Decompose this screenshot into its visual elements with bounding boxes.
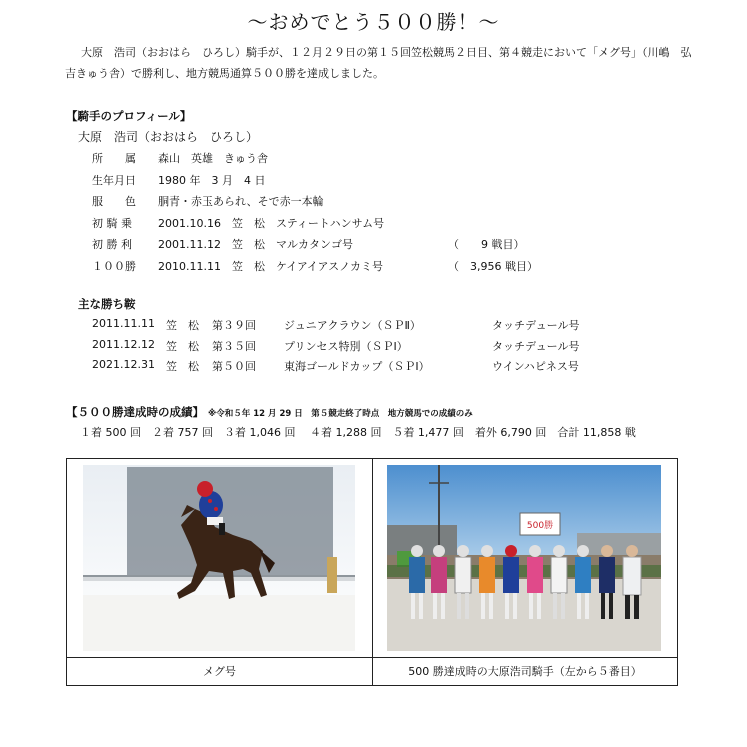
photo-divider-vertical <box>372 459 373 685</box>
profile-label: 初 騎 乗 <box>92 216 132 230</box>
wins-race: 東海ゴールドカップ（ＳＰⅠ） <box>284 360 430 373</box>
ceremony-photo <box>387 465 661 651</box>
profile-row <box>92 150 652 170</box>
profile-value: 1980 年 3 月 4 日 <box>158 173 266 187</box>
wins-row <box>92 358 652 378</box>
profile-label: 初 勝 利 <box>92 238 132 251</box>
profile-value: 森山 英雄 きゅう舎 <box>158 152 268 165</box>
profile-label: １００勝 <box>92 259 136 273</box>
wins-race: ジュニアクラウン（ＳＰⅡ） <box>284 319 421 332</box>
wins-row <box>92 317 652 337</box>
wins-date: 2011.11.11 <box>92 317 155 330</box>
profile-label: 生年月日 <box>92 173 136 187</box>
wins-track: 笠 松 <box>166 339 199 353</box>
profile-value: 2001.10.16 笠 松 スティートハンサム号 <box>158 216 385 230</box>
profile-value: 2001.11.12 笠 松 マルカタンゴ号 <box>158 238 353 251</box>
profile-row <box>92 193 652 213</box>
wins-horse: タッチデュール号 <box>492 339 580 353</box>
wins-race-no: 第５０回 <box>212 360 256 373</box>
photo-table <box>66 458 678 686</box>
profile-row <box>92 258 652 278</box>
wins-date: 2021.12.31 <box>92 358 155 371</box>
ceremony-photo-caption: 500 勝達成時の大原浩司騎手（左から５番目） <box>408 665 642 678</box>
profile-extra: （ 3,956 戦目） <box>448 259 538 273</box>
record-heading-text: 【５００勝達成時の成績】 <box>66 405 204 419</box>
ceremony-sign: 500勝 <box>526 521 554 531</box>
profile-label: 所 属 <box>92 152 136 165</box>
wins-horse: ウインハピネス号 <box>492 360 579 373</box>
page-title: 〜おめでとう５００勝！〜 <box>247 10 500 34</box>
record-note: ※令和５年 12 月 29 日 第５競走終了時点 地方競馬での成績のみ <box>208 409 473 419</box>
profile-extra: （ 9 戦目） <box>448 238 525 251</box>
profile-label: 服 色 <box>92 195 136 208</box>
jockey-name: 大原 浩司（おおはら ひろし） <box>78 130 259 144</box>
wins-track: 笠 松 <box>166 360 199 373</box>
horse-photo <box>83 465 355 651</box>
profile-value: 2010.11.11 笠 松 ケイアイアスノカミ号 <box>158 259 384 273</box>
wins-race: プリンセス特別（ＳＰⅠ） <box>284 339 408 353</box>
profile-row <box>92 236 652 256</box>
profile-heading: 【騎手のプロフィール】 <box>66 109 192 123</box>
record-line: １着 500 回 ２着 757 回 ３着 1,046 回 ４着 1,288 回 ５着 1,477 回 着外 6,790 回 合計 11,858 戦 <box>80 426 636 439</box>
wins-row <box>92 338 652 358</box>
profile-row <box>92 215 652 235</box>
horse-photo-caption: メグ号 <box>203 665 236 678</box>
wins-date: 2011.12.12 <box>92 337 155 351</box>
wins-track: 笠 松 <box>166 319 199 332</box>
record-heading <box>66 404 473 420</box>
wins-heading: 主な勝ち鞍 <box>78 297 136 311</box>
intro-paragraph: 大原 浩司（おおはら ひろし）騎手が、１２月２９日の第１５回笠松競馬２日目、第４競走において「メグ号」（川嶋 弘吉きゅう舎）で勝利し、地方競馬通算５００勝を達成しました。 <box>65 46 692 80</box>
wins-race-no: 第３５回 <box>212 339 256 353</box>
photo-divider-horizontal <box>67 657 677 658</box>
wins-race-no: 第３９回 <box>212 319 256 332</box>
profile-value: 胴青・赤玉あられ、そで赤一本輪 <box>158 195 324 208</box>
wins-horse: タッチデュール号 <box>492 319 580 332</box>
profile-row <box>92 172 652 192</box>
